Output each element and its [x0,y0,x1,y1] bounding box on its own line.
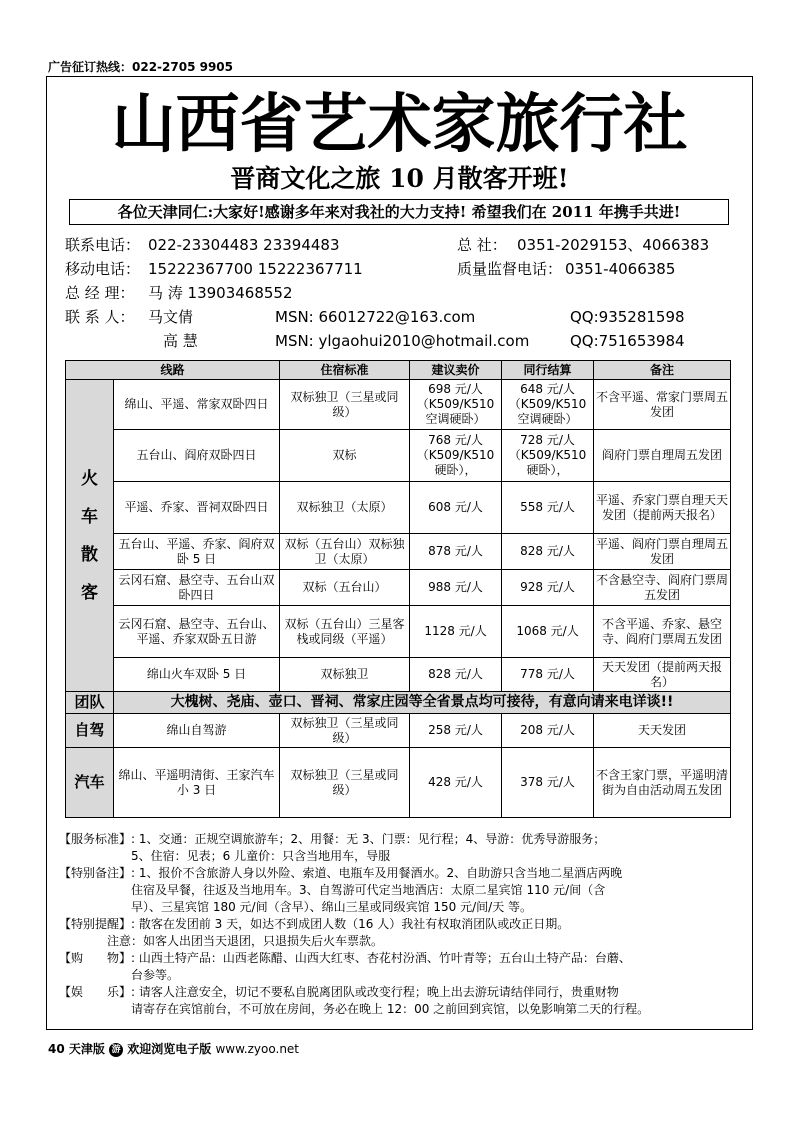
group-category: 团队 [66,692,114,714]
msn-2: MSN: ylgaohui2010@hotmail.com [275,332,530,350]
contact-name-2: 高 慧 [163,332,198,350]
gm-value: 马 涛 13903468552 [148,284,293,302]
cell-route: 平遥、乔家、晋祠双卧四日 [114,482,280,534]
cell-note: 不含平遥、乔家、悬空寺、阎府门票周五发团 [594,606,731,658]
cell-price: 428 元/人 [410,748,502,818]
ad-frame [46,76,753,1030]
cell-stay: 双标独卫（太原） [280,482,410,534]
tour-subtitle: 晋商文化之旅 10 月散客开班! [230,164,569,193]
qq-2: QQ:751653984 [570,332,685,350]
self-drive-category: 自驾 [66,714,114,748]
cell-stay: 双标（五台山）三星客栈或同级（平遥） [280,606,410,658]
cell-price: 1128 元/人 [410,606,502,658]
group-row [66,692,731,714]
table-row [66,534,731,570]
cell-stay: 双标独卫（三星或同级） [280,380,410,430]
header-price: 建议卖价 [410,361,502,380]
contact-row-2 [65,329,735,353]
table-row [66,748,731,818]
msn-1: MSN: 66012722@163.com [275,308,476,326]
cell-price: 768 元/人（K509/K510 硬卧）， [410,430,502,482]
table-header-row [66,361,731,380]
route-price-table [65,360,731,818]
phone-label: 联系电话： [65,236,141,254]
note-line: 5、住宿：见表；6 儿童价：只含当地用车，导服 [59,849,391,863]
note-line: 注意：如客人出团当天退团，只退损失后火车票款。 [59,934,384,948]
cell-stay: 双标（五台山） [280,570,410,606]
note-line: 早）、三星宾馆 180 元/间（含早）、绵山三星或同级宾馆 150 元/间/天 等。 [59,900,533,914]
table-row [66,658,731,692]
note-line: 请寄存在宾馆前台，不可放在房间，务必在晚上 12：00 之前回到宾馆，以免影响第二天的行程。 [59,1002,650,1016]
cell-peer: 378 元/人 [502,748,594,818]
cell-note: 天天发团（提前两天报名） [594,658,731,692]
qc-label: 质量监督电话： [457,260,563,278]
cell-route: 绵山火车双卧 5 日 [114,658,280,692]
table-row [66,482,731,534]
note-line: 【特别提醒】: 散客在发团前 3 天，如达不到成团人数（16 人）我社有权取消团队或改正日期。 [59,917,570,931]
mobile-label: 移动电话： [65,260,141,278]
note-line: 台参等。 [59,968,180,982]
footer-welcome: 欢迎浏览电子版 [127,1042,212,1056]
greeting-banner: 各位天津同仁:大家好!感谢多年来对我社的大力支持! 希望我们在 2011 年携手共进! [69,199,729,225]
page-number: 40 天津版 [48,1042,105,1056]
cell-price: 698 元/人（K509/K510 空调硬卧） [410,380,502,430]
contact-row-1 [65,305,735,329]
cell-note: 阎府门票自理周五发团 [594,430,731,482]
note-line: 【购 物】: 山西土特产品：山西老陈醋、山西大红枣、杏花村汾酒、竹叶青等；五台山土特产品：台蘑、 [59,951,631,965]
cell-peer: 828 元/人 [502,534,594,570]
cell-peer: 208 元/人 [502,714,594,748]
ad-hotline: 广告征订热线：022-2705 9905 [48,60,234,74]
cell-peer: 648 元/人（K509/K510 空调硬卧） [502,380,594,430]
train-category [66,380,114,692]
contact-label: 联 系 人： [65,308,135,326]
qq-1: QQ:935281598 [570,308,685,326]
contact-block [65,233,735,353]
agency-title: 山西省艺术家旅行社 [111,88,688,162]
cell-stay: 双标独卫（三星或同级） [280,748,410,818]
cell-stay: 双标独卫（三星或同级） [280,714,410,748]
zyoo-logo-icon: 游 [109,1043,123,1057]
terms-notes [59,831,749,1018]
header-peer: 同行结算 [502,361,594,380]
table-row [66,714,731,748]
note-line: 【服务标准】: 1、交通：正规空调旅游车；2、用餐：无 3、门票：见行程；4、导游：优秀导游服务； [59,832,606,846]
cell-price: 878 元/人 [410,534,502,570]
page-footer [48,1040,299,1057]
hq-label: 总 社： [457,236,507,254]
cell-stay: 双标（五台山）双标独卫（太原） [280,534,410,570]
cell-peer: 728 元/人（K509/K510 硬卧）， [502,430,594,482]
train-char-1: 火 [81,468,98,489]
phone-value: 022-23304483 23394483 [148,236,340,254]
cell-price: 828 元/人 [410,658,502,692]
cell-note: 不含平遥、常家门票周五发团 [594,380,731,430]
cell-price: 608 元/人 [410,482,502,534]
cell-peer: 778 元/人 [502,658,594,692]
contact-row-gm [65,281,735,305]
cell-route: 云冈石窟、悬空寺、五台山、平遥、乔家双卧五日游 [114,606,280,658]
cell-peer: 1068 元/人 [502,606,594,658]
cell-note: 不含王家门票，平遥明清街为自由活动周五发团 [594,748,731,818]
cell-stay: 双标 [280,430,410,482]
group-text: 大槐树、尧庙、壶口、晋祠、常家庄园等全省景点均可接待，有意向请来电详谈!! [114,692,731,714]
train-char-2: 车 [81,506,98,527]
table-row [66,380,731,430]
contact-row-phone [65,233,735,257]
cell-note: 平遥、乔家门票自理天天发团（提前两天报名） [594,482,731,534]
cell-note: 不含悬空寺、阎府门票周五发团 [594,570,731,606]
train-char-4: 客 [81,582,98,603]
cell-note: 平遥、阎府门票自理周五发团 [594,534,731,570]
note-line: 【特别备注】: 1、报价不含旅游人身以外险、索道、电瓶车及用餐酒水。2、自助游只含当地二星酒店两晚 [59,866,623,880]
qc-value: 0351-4066385 [565,260,676,278]
table-row [66,570,731,606]
footer-url[interactable]: www.zyoo.net [215,1042,300,1056]
train-char-3: 散 [81,544,98,565]
header-note: 备注 [594,361,731,380]
header-route: 线路 [66,361,280,380]
header-stay: 住宿标准 [280,361,410,380]
contact-name-1: 马文倩 [148,308,194,326]
note-line: 住宿及早餐，往返及当地用车。3、自驾游可代定当地酒店：太原二星宾馆 110 元/间（含 [59,883,606,897]
gm-label: 总 经 理： [65,284,135,302]
cell-price: 988 元/人 [410,570,502,606]
bus-category: 汽车 [66,748,114,818]
cell-note: 天天发团 [594,714,731,748]
cell-route: 云冈石窟、悬空寺、五台山双卧四日 [114,570,280,606]
cell-route: 绵山、平遥明清街、王家汽车小 3 日 [114,748,280,818]
table-row [66,430,731,482]
cell-route: 绵山、平遥、常家双卧四日 [114,380,280,430]
cell-peer: 558 元/人 [502,482,594,534]
cell-route: 五台山、阎府双卧四日 [114,430,280,482]
cell-stay: 双标独卫 [280,658,410,692]
cell-price: 258 元/人 [410,714,502,748]
cell-peer: 928 元/人 [502,570,594,606]
hq-value: 0351-2029153、4066383 [517,236,710,254]
table-row [66,606,731,658]
cell-route: 绵山自驾游 [114,714,280,748]
cell-route: 五台山、平遥、乔家、阎府双卧 5 日 [114,534,280,570]
mobile-value: 15222367700 15222367711 [148,260,363,278]
note-line: 【娱 乐】: 请客人注意安全，切记不要私自脱离团队或改变行程；晚上出去游玩请结伴同行，贵重财物 [59,985,619,999]
contact-row-mobile [65,257,735,281]
